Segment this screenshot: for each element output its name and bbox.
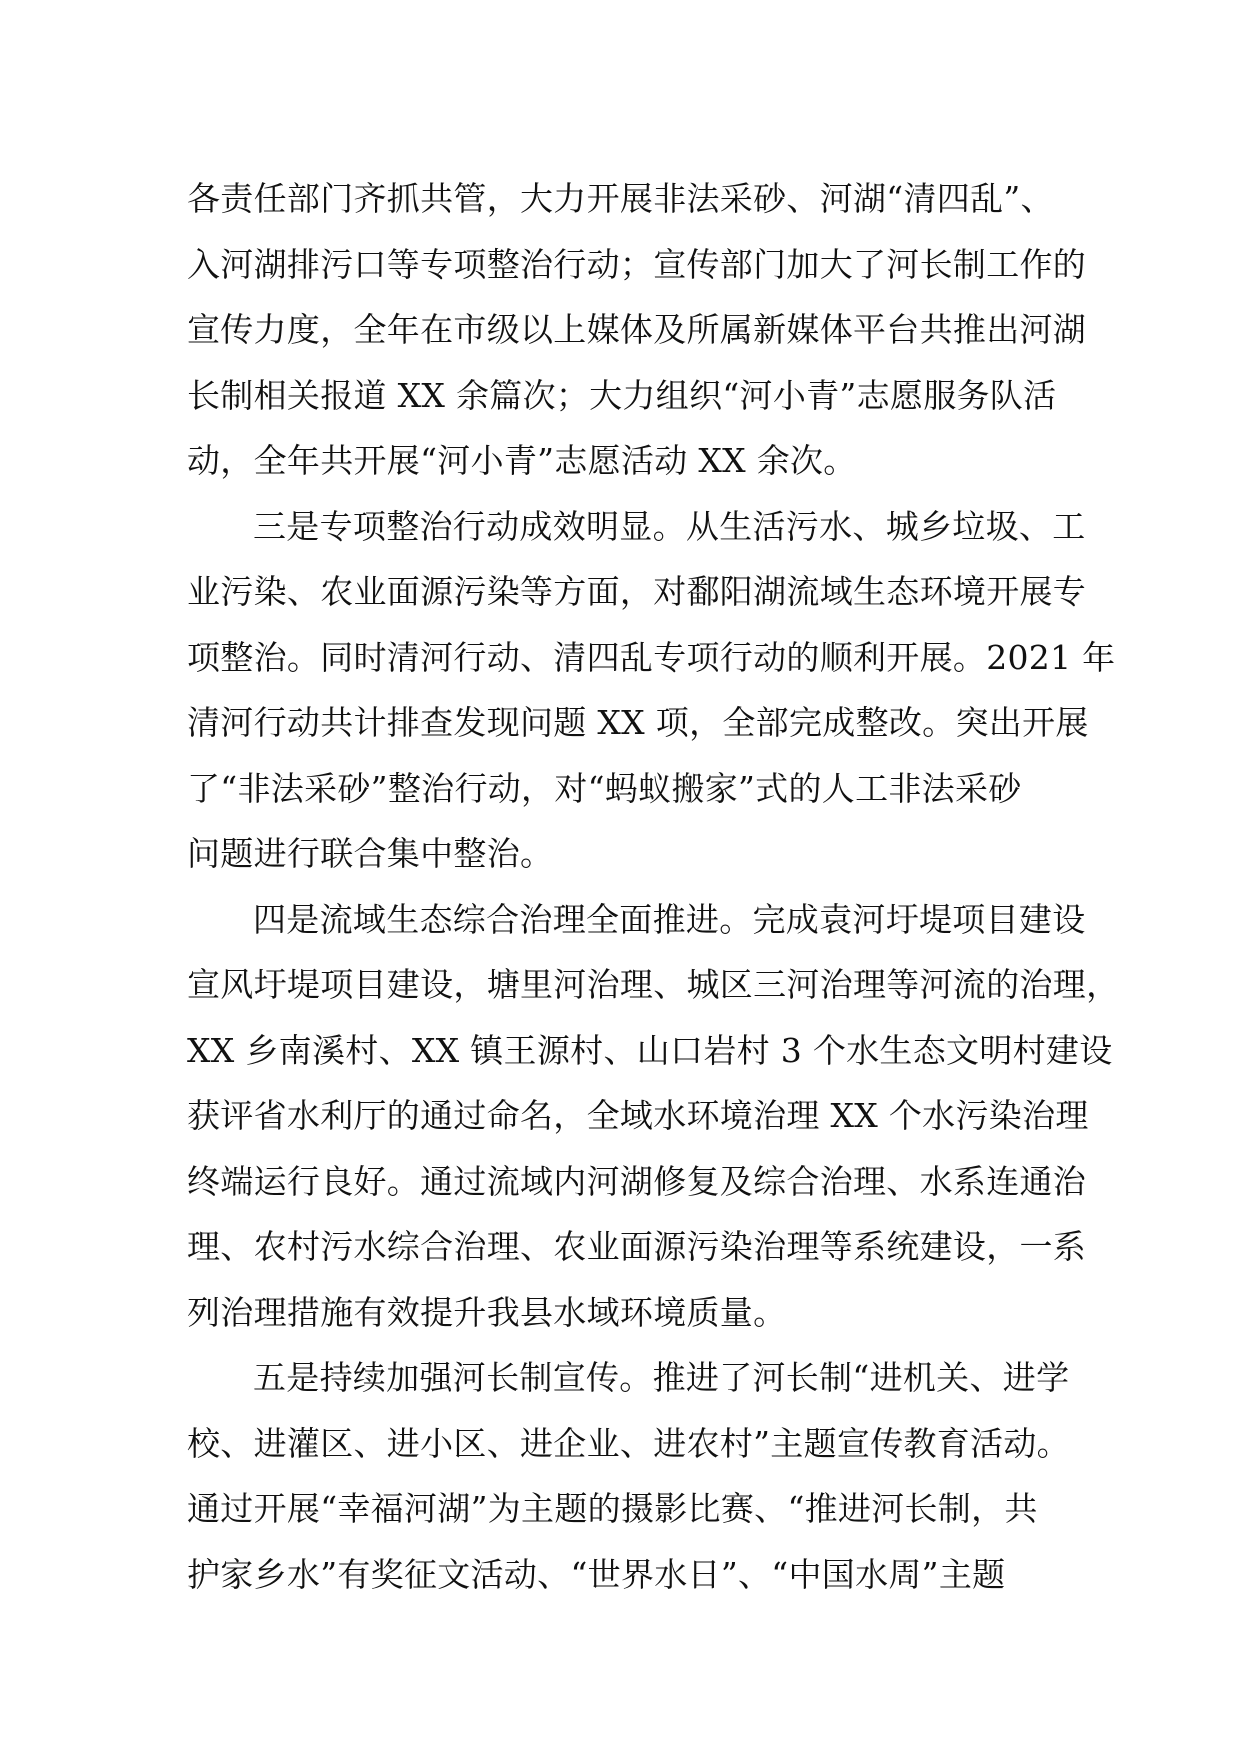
text-line-first: 三是专项整治行动成效明显。从生活污水、城乡垃圾、工 bbox=[253, 506, 1086, 546]
document-body bbox=[187, 166, 1120, 1607]
text-line: 列治理措施有效提升我县水域环境质量。 bbox=[187, 1292, 787, 1332]
text-line: 业污染、农业面源污染等方面，对鄱阳湖流域生态环境开展专 bbox=[187, 572, 1087, 611]
text-line: 清河行动共计排查发现问题 XX 项，全部完成整改。突出开展 bbox=[187, 703, 1089, 742]
text-line: 问题进行联合集中整治。 bbox=[187, 834, 554, 873]
text-line: 了“非法采砂”整治行动，对“蚂蚁搬家”式的人工非法采砂 bbox=[187, 768, 1022, 808]
text-line: 项整治。同时清河行动、清四乱专项行动的顺利开展。2021 年 bbox=[187, 637, 1116, 677]
text-line: 宣风圩堤项目建设，塘里河治理、城区三河治理等河流的治理， bbox=[187, 965, 1120, 1004]
text-line-first: 四是流域生态综合治理全面推进。完成袁河圩堤项目建设 bbox=[253, 899, 1086, 939]
text-line: 长制相关报道 XX 余篇次；大力组织“河小青”志愿服务队活 bbox=[187, 375, 1057, 415]
paragraph-continued bbox=[187, 166, 1087, 494]
text-line: 获评省水利厅的通过命名，全域水环境治理 XX 个水污染治理 bbox=[187, 1096, 1089, 1135]
text-line-first: 五是持续加强河长制宣传。推进了河长制“进机关、进学 bbox=[253, 1358, 1070, 1397]
text-line: 通过开展“幸福河湖”为主题的摄影比赛、“推进河长制，共 bbox=[187, 1489, 1038, 1528]
text-line: 理、农村污水综合治理、农业面源污染治理等系统建设，一系 bbox=[187, 1227, 1087, 1266]
text-line: 各责任部门齐抓共管，大力开展非法采砂、河湖“清四乱”、 bbox=[187, 179, 1054, 218]
text-line: 动，全年共开展“河小青”志愿活动 XX 余次。 bbox=[187, 441, 857, 480]
paragraph-four bbox=[187, 887, 1120, 1346]
text-line: 入河湖排污口等专项整治行动；宣传部门加大了河长制工作的 bbox=[187, 244, 1087, 284]
text-line: 护家乡水”有奖征文活动、“世界水日”、“中国水周”主题 bbox=[187, 1554, 1006, 1594]
paragraph-three bbox=[187, 494, 1116, 887]
text-line: 宣传力度，全年在市级以上媒体及所属新媒体平台共推出河湖 bbox=[187, 310, 1087, 349]
text-line: XX 乡南溪村、XX 镇王源村、山口岩村 3 个水生态文明村建设 bbox=[187, 1030, 1113, 1070]
paragraph-five bbox=[187, 1345, 1070, 1607]
text-line: 校、进灌区、进小区、进企业、进农村”主题宣传教育活动。 bbox=[187, 1423, 1070, 1463]
text-line: 终端运行良好。通过流域内河湖修复及综合治理、水系连通治 bbox=[187, 1161, 1087, 1201]
